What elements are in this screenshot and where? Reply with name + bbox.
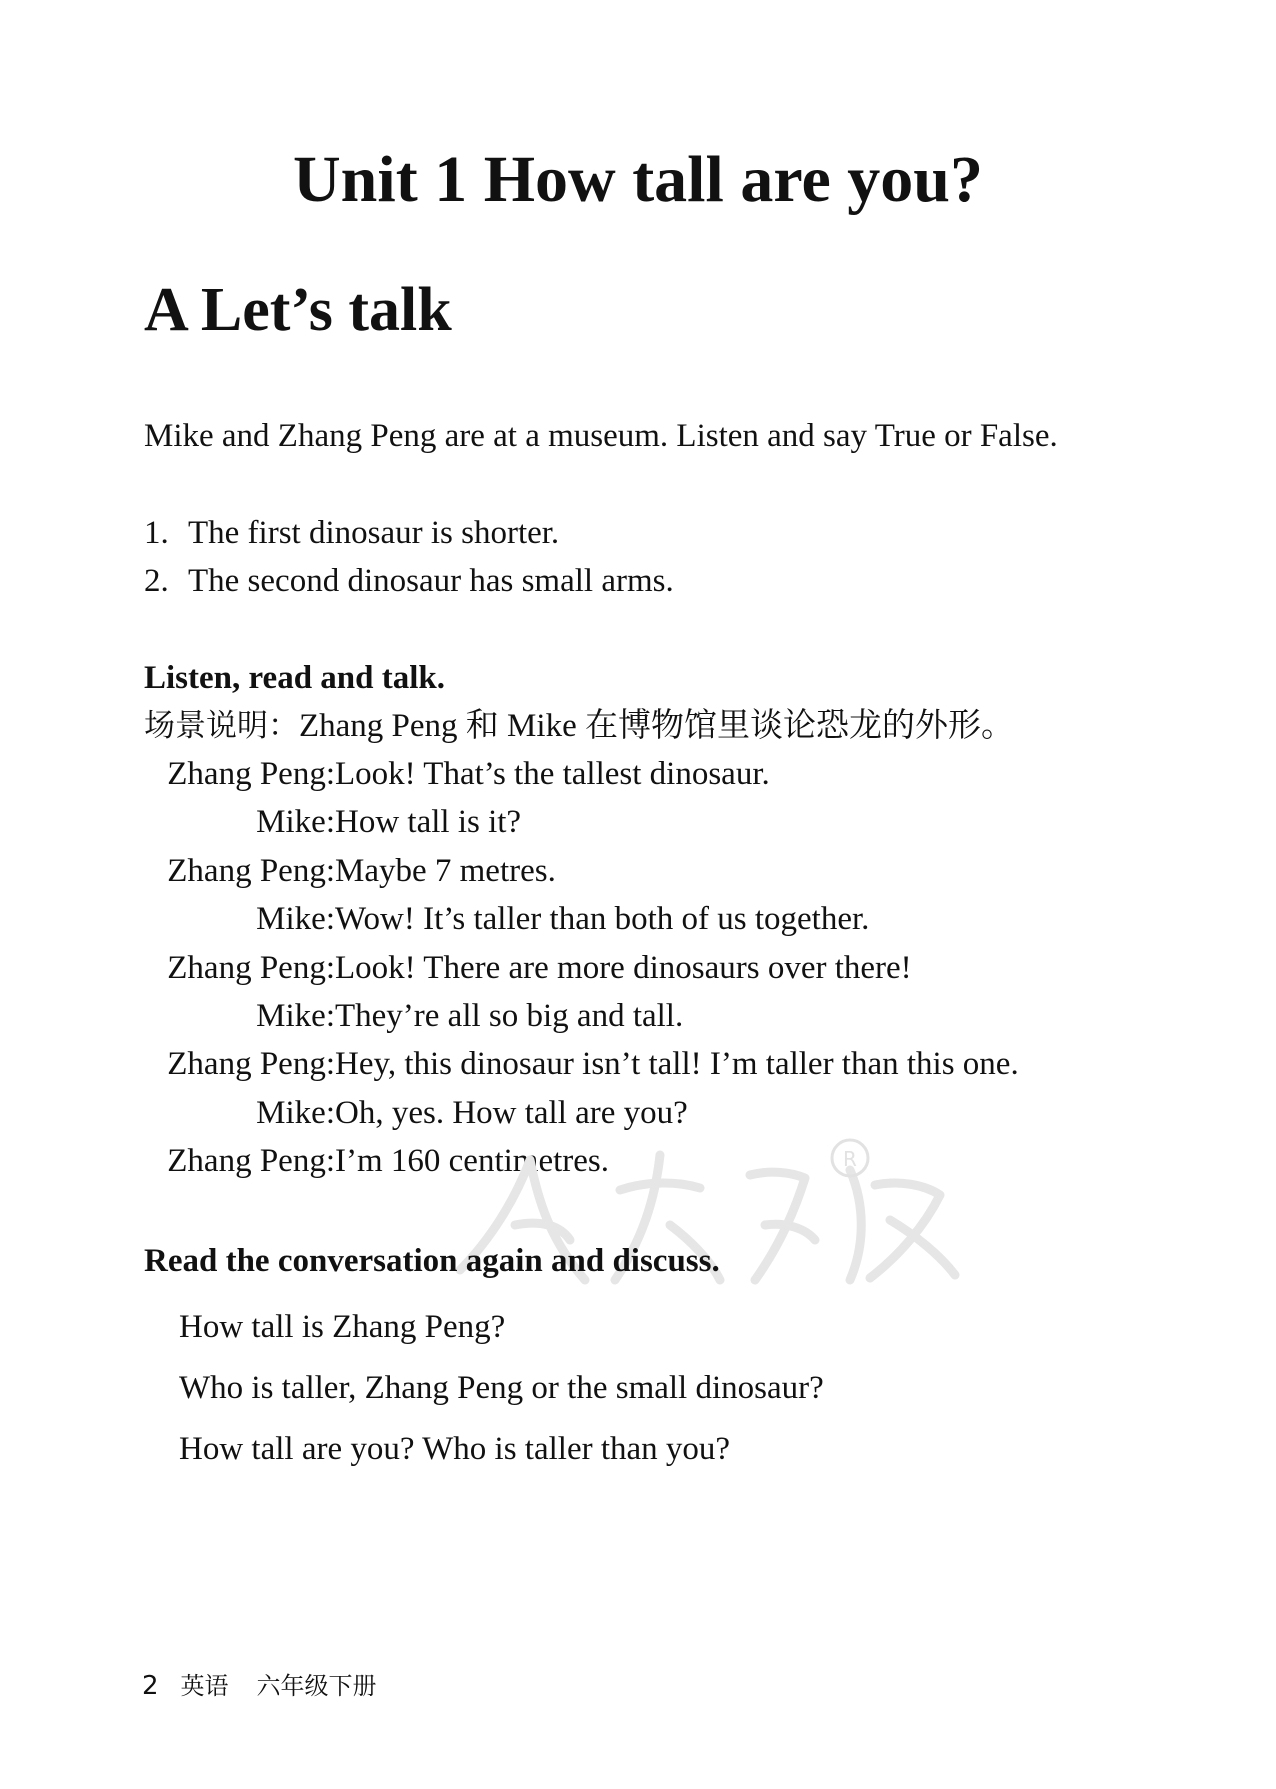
item-text: The first dinosaur is shorter. [188, 515, 560, 551]
item-number: 2. [144, 563, 169, 599]
speaker: Zhang Peng: [167, 852, 335, 889]
page-number: 2 [142, 1671, 159, 1701]
discuss-heading: Read the conversation again and discuss. [144, 1243, 720, 1279]
speaker: Mike: [256, 804, 335, 841]
speaker: Mike: [256, 997, 335, 1034]
speaker: Mike: [256, 901, 335, 938]
speaker: Zhang Peng: [167, 1046, 335, 1083]
utterance: Look! There are more dinosaurs over there! [335, 949, 912, 986]
list-item: How tall are you? Who is taller than you? [179, 1431, 731, 1467]
speaker: Zhang Peng: [167, 949, 335, 986]
utterance: Maybe 7 metres. [335, 852, 556, 889]
scene-label: 场景说明： [144, 708, 299, 744]
list-item [144, 509, 674, 557]
list-item: Who is taller, Zhang Peng or the small dinosaur? [179, 1370, 824, 1406]
scene-description [144, 702, 1014, 750]
speaker: Zhang Peng: [167, 1143, 335, 1180]
true-false-list [144, 509, 674, 605]
list-item [144, 557, 674, 605]
scene-text: Zhang Peng 和 Mike 在博物馆里谈论恐龙的外形。 [299, 708, 1014, 744]
utterance: Oh, yes. How tall are you? [335, 1094, 688, 1131]
intro-text: Mike and Zhang Peng are at a museum. Listen and say True or False. [144, 418, 1058, 454]
utterance: How tall is it? [335, 804, 522, 841]
speaker: Zhang Peng: [167, 756, 335, 792]
list-item: How tall is Zhang Peng? [179, 1309, 506, 1345]
utterance: Wow! It’s taller than both of us together. [335, 901, 870, 938]
unit-title: Unit 1 How tall are you? [293, 143, 983, 216]
utterance: Hey, this dinosaur isn’t tall! I’m taller than this one. [335, 1046, 1019, 1083]
footer-subject: 英语 [180, 1672, 229, 1700]
discuss-questions [179, 1297, 824, 1480]
section-title: A Let’s talk [144, 276, 452, 344]
svg-text:R: R [843, 1147, 857, 1171]
page-footer [142, 1668, 377, 1704]
listen-heading: Listen, read and talk. [144, 660, 446, 696]
speaker: Mike: [256, 1094, 335, 1131]
utterance: They’re all so big and tall. [335, 997, 684, 1034]
utterance: I’m 160 centimetres. [335, 1143, 609, 1180]
item-text: The second dinosaur has small arms. [188, 563, 674, 599]
utterance: Look! That’s the tallest dinosaur. [335, 756, 770, 792]
footer-grade: 六年级下册 [256, 1672, 377, 1700]
item-number: 1. [144, 515, 169, 551]
